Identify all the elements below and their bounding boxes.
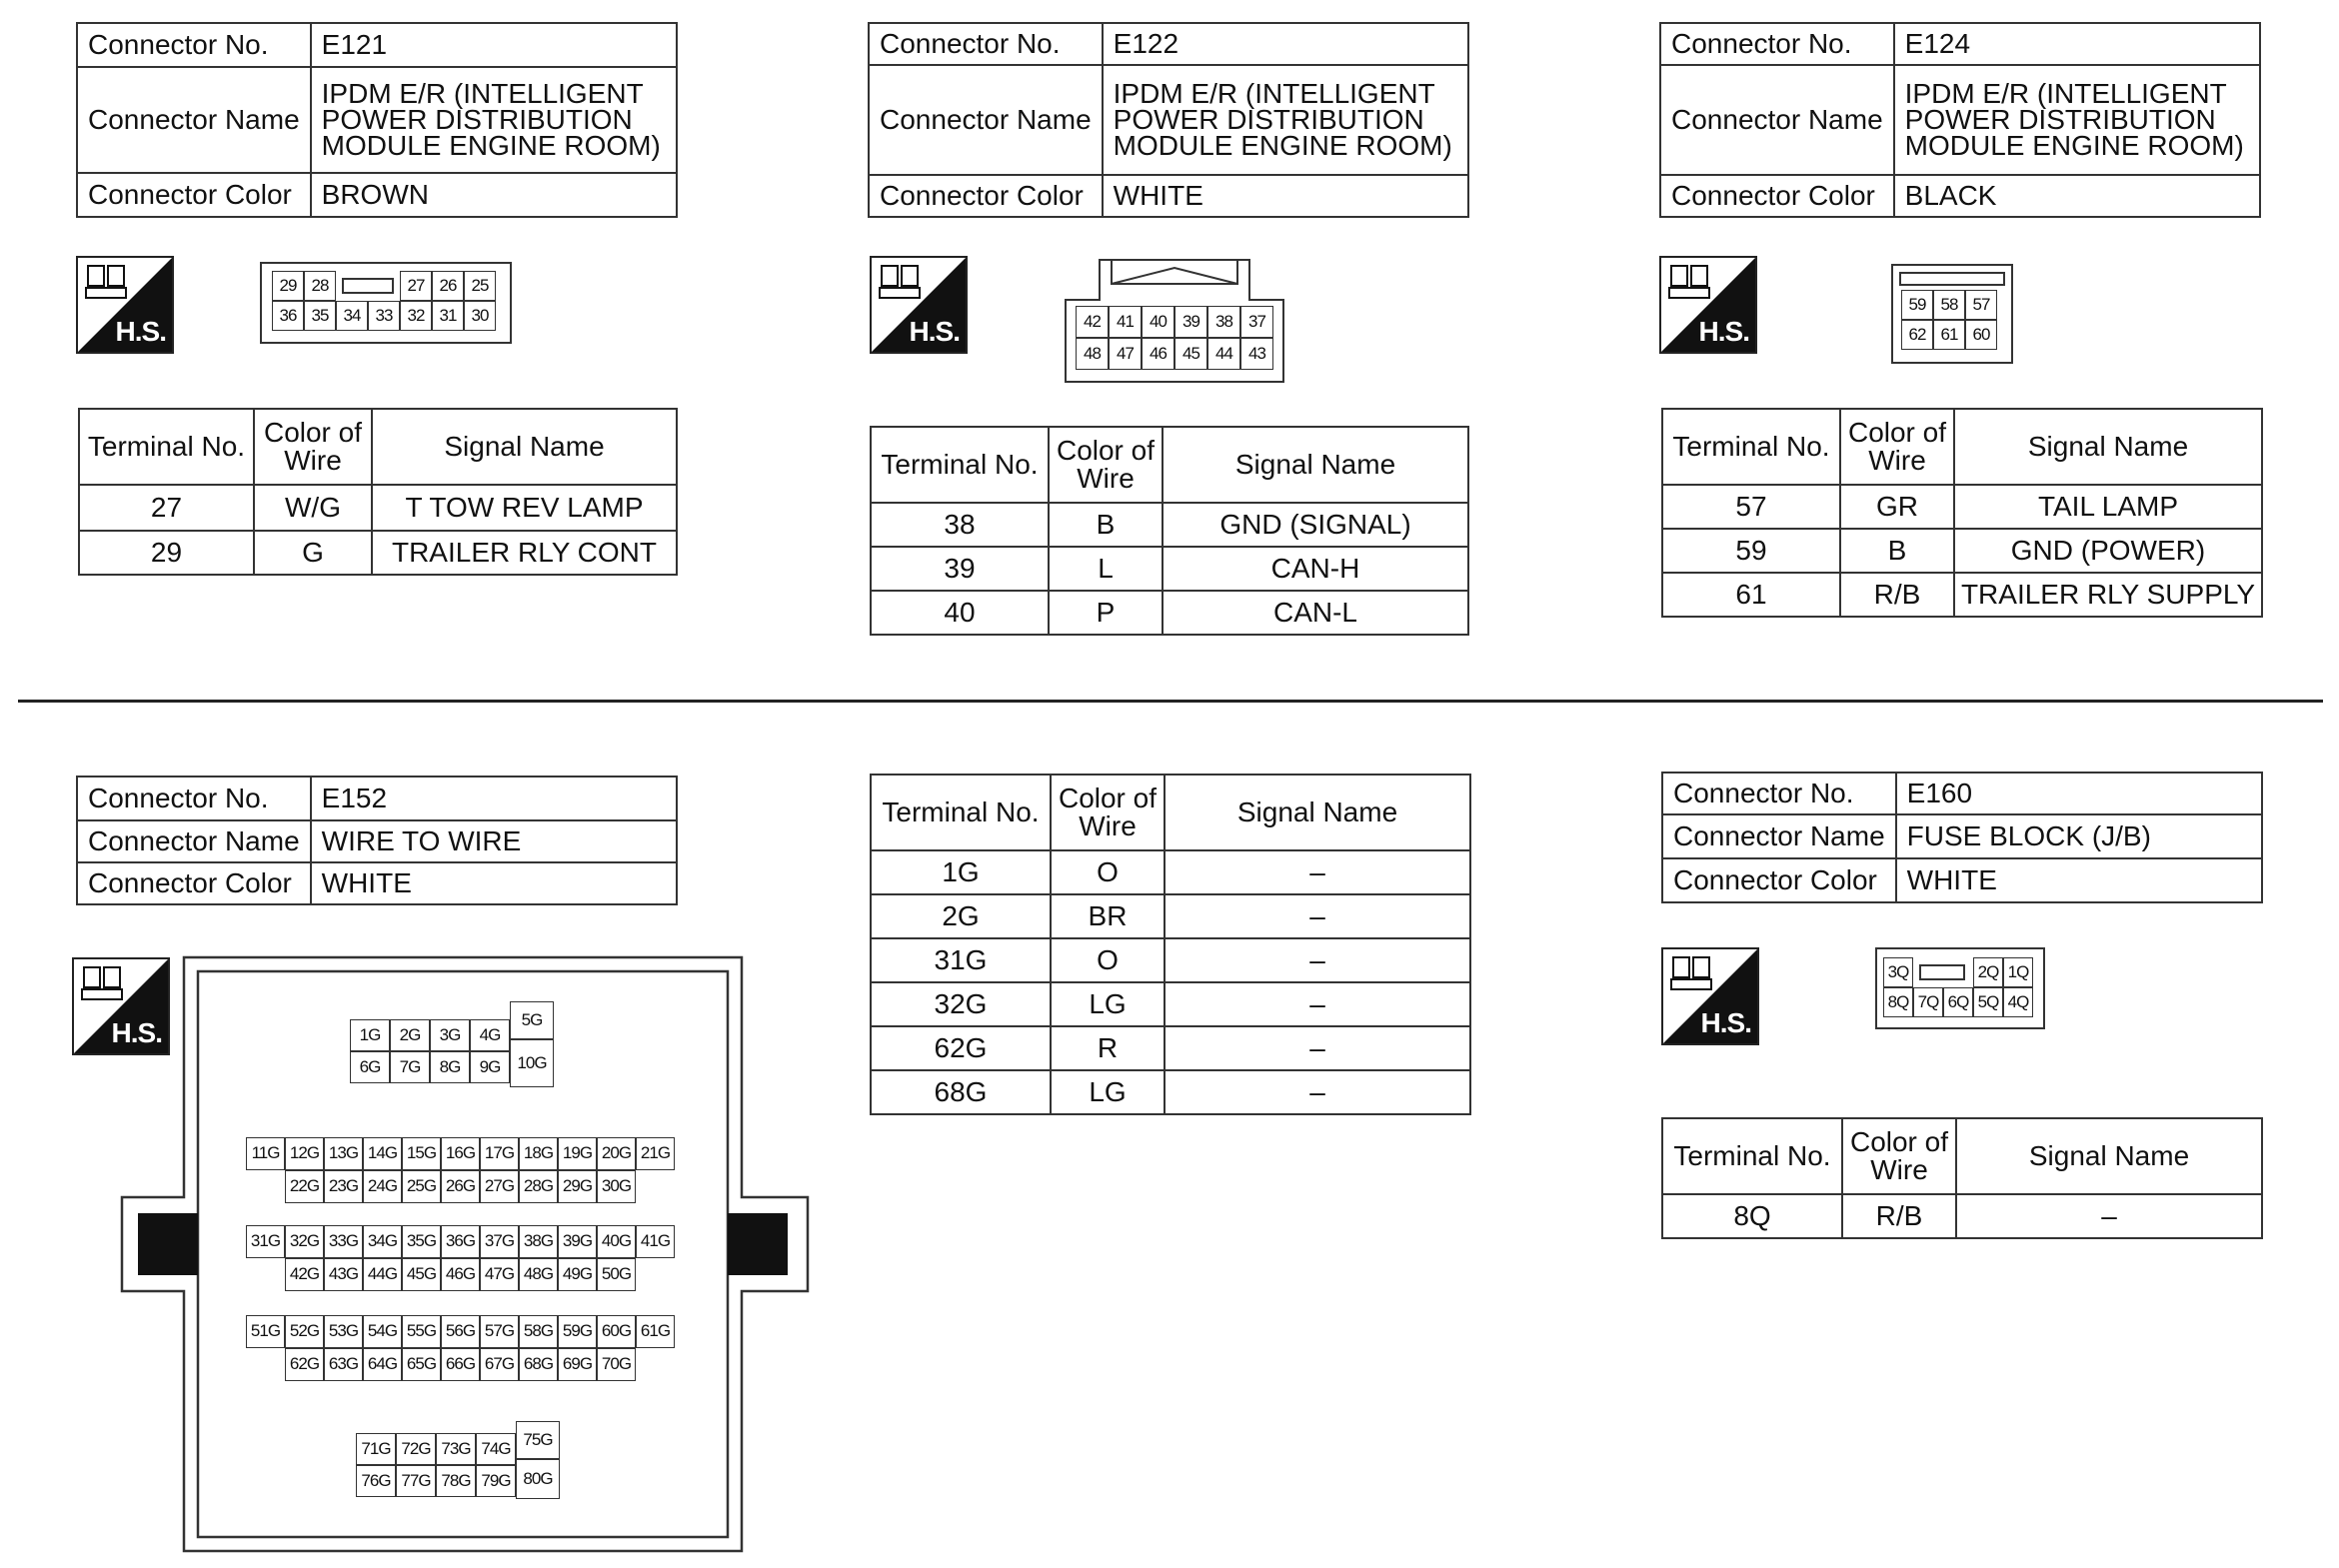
connector-pin: 66G [441, 1348, 480, 1381]
table-row [871, 591, 1468, 635]
connector-pin: 1Q [2003, 957, 2033, 987]
connector-pin: 80G [516, 1459, 560, 1499]
connector-pin: 5Q [1973, 987, 2003, 1017]
connector-color-label: Connector Color [77, 862, 311, 904]
color-of-wire-header-line2: Wire [1868, 445, 1926, 476]
wire-color-cell: LG [1051, 982, 1165, 1026]
connector-name-value: IPDM E/R (INTELLIGENT POWER DISTRIBUTION MODULE ENGINE ROOM) [1103, 65, 1468, 175]
terminal-no-cell: 2G [871, 894, 1051, 938]
connector-pin: 21G [636, 1137, 675, 1170]
color-of-wire-header-line2: Wire [1079, 810, 1137, 841]
hs-label: H.S. [909, 316, 960, 347]
connector-pin: 61 [1933, 320, 1965, 350]
terminal-no-header: Terminal No. [871, 775, 1051, 850]
connector-no-label: Connector No. [77, 777, 311, 820]
connector-pin: 67G [480, 1348, 519, 1381]
connector-pin: 71G [356, 1433, 396, 1465]
signal-name-header: Signal Name [1954, 409, 2262, 485]
connector-color-value: BLACK [1894, 175, 2260, 217]
connector-no-label: Connector No. [1662, 773, 1896, 814]
table-row [871, 938, 1470, 982]
connector-pin: 33 [368, 301, 400, 331]
connector-pin: 64G [363, 1348, 402, 1381]
connector-pin: 45G [402, 1258, 441, 1291]
connector-pin: 14G [363, 1137, 402, 1170]
wire-color-cell: R/B [1842, 1194, 1956, 1238]
connector-pin: 38 [1207, 306, 1240, 338]
connector-pin: 26G [441, 1170, 480, 1203]
signal-name-cell: – [1956, 1194, 2262, 1238]
signal-name-cell: GND (POWER) [1954, 529, 2262, 573]
connector-pin: 40G [597, 1225, 636, 1258]
table-row [871, 1070, 1470, 1114]
terminal-no-cell: 39 [871, 547, 1049, 591]
wire-color-cell: L [1049, 547, 1163, 591]
connector-pin: 73G [436, 1433, 476, 1465]
terminal-no-cell: 61 [1662, 573, 1840, 617]
connector-pin: 44 [1207, 338, 1240, 370]
connector-pin: 7G [390, 1051, 430, 1083]
e121-terminal-table [78, 408, 678, 576]
connector-name-label: Connector Name [869, 65, 1103, 175]
color-of-wire-header [1840, 409, 1954, 485]
connector-pin: 30 [464, 301, 496, 331]
connector-pin: 28G [519, 1170, 558, 1203]
signal-name-cell: T TOW REV LAMP [372, 485, 677, 531]
table-row [1662, 529, 2262, 573]
terminal-no-cell: 1G [871, 850, 1051, 894]
connector-pin: 33G [324, 1225, 363, 1258]
connector-pin: 57G [480, 1315, 519, 1348]
wire-color-cell: G [254, 531, 372, 575]
terminal-no-header: Terminal No. [1662, 1118, 1842, 1194]
color-of-wire-header-line2: Wire [1870, 1154, 1928, 1185]
signal-name-cell: CAN-L [1163, 591, 1468, 635]
connector-pin: 42 [1076, 306, 1109, 338]
connector-pin: 43G [324, 1258, 363, 1291]
table-row [1662, 485, 2262, 529]
connector-pin: 25 [464, 271, 496, 301]
signal-name-cell: GND (SIGNAL) [1163, 503, 1468, 547]
e124-info-table [1659, 22, 2261, 218]
connector-pin: 20G [597, 1137, 636, 1170]
connector-pin: 11G [246, 1137, 285, 1170]
connector-pin: 48G [519, 1258, 558, 1291]
table-row [871, 850, 1470, 894]
connector-color-value: WHITE [1103, 175, 1468, 217]
connector-pin: 75G [516, 1421, 560, 1459]
table-row [871, 982, 1470, 1026]
terminal-no-cell: 31G [871, 938, 1051, 982]
signal-name-cell: – [1165, 894, 1470, 938]
connector-pin: 19G [558, 1137, 597, 1170]
connector-pin: 53G [324, 1315, 363, 1348]
connector-pin: 6G [350, 1051, 390, 1083]
connector-pin: 8G [430, 1051, 470, 1083]
connector-pin: 4G [470, 1019, 510, 1051]
connector-pin: 2G [390, 1019, 430, 1051]
connector-pin: 60 [1965, 320, 1997, 350]
signal-name-cell: – [1165, 1070, 1470, 1114]
signal-name-header: Signal Name [372, 409, 677, 485]
connector-pin: 3Q [1883, 957, 1913, 987]
connector-pin: 28 [304, 271, 336, 301]
connector-pin: 58G [519, 1315, 558, 1348]
connector-pin: 38G [519, 1225, 558, 1258]
harness-side-icon [1659, 256, 1757, 354]
connector-name-label: Connector Name [1660, 65, 1894, 175]
wire-color-cell: W/G [254, 485, 372, 531]
connector-pin: 44G [363, 1258, 402, 1291]
connector-pin: 52G [285, 1315, 324, 1348]
table-row [871, 547, 1468, 591]
connector-no-value: E122 [1103, 23, 1468, 65]
connector-pin: 34 [336, 301, 368, 331]
connector-color-label: Connector Color [77, 173, 311, 217]
connector-pin: 43 [1240, 338, 1273, 370]
connector-pin: 37G [480, 1225, 519, 1258]
connector-pin: 45 [1174, 338, 1207, 370]
connector-pin: 65G [402, 1348, 441, 1381]
color-of-wire-header-line1: Color of [263, 417, 363, 448]
connector-pin: 62 [1901, 320, 1933, 350]
connector-pin: 36 [272, 301, 304, 331]
signal-name-cell: TRAILER RLY SUPPLY [1954, 573, 2262, 617]
terminal-no-cell: 8Q [1662, 1194, 1842, 1238]
connector-pin: 79G [476, 1465, 516, 1497]
signal-name-cell: – [1165, 982, 1470, 1026]
connector-pin: 32G [285, 1225, 324, 1258]
connector-pin: 56G [441, 1315, 480, 1348]
signal-name-cell: – [1165, 938, 1470, 982]
signal-name-cell: – [1165, 1026, 1470, 1070]
connector-pin: 22G [285, 1170, 324, 1203]
table-row [1662, 1194, 2262, 1238]
connector-no-label: Connector No. [1660, 23, 1894, 65]
connector-pin: 63G [324, 1348, 363, 1381]
connector-name-value: FUSE BLOCK (J/B) [1896, 814, 2262, 858]
e122-info-table [868, 22, 1469, 218]
wire-color-cell: O [1051, 938, 1165, 982]
color-of-wire-header-line1: Color of [1847, 417, 1947, 448]
connector-pin: 9G [470, 1051, 510, 1083]
signal-name-cell: TAIL LAMP [1954, 485, 2262, 529]
connector-pin: 36G [441, 1225, 480, 1258]
e160-info-table [1661, 772, 2263, 903]
table-row [79, 531, 677, 575]
harness-side-icon [870, 256, 968, 354]
connector-pin: 47G [480, 1258, 519, 1291]
connector-pin: 61G [636, 1315, 675, 1348]
signal-name-header: Signal Name [1163, 427, 1468, 503]
connector-no-label: Connector No. [77, 23, 311, 67]
connector-pin: 69G [558, 1348, 597, 1381]
wire-color-cell: LG [1051, 1070, 1165, 1114]
connector-pin: 5G [510, 1001, 554, 1039]
connector-pin: 13G [324, 1137, 363, 1170]
wire-color-cell: BR [1051, 894, 1165, 938]
terminal-no-header: Terminal No. [871, 427, 1049, 503]
connector-color-value: BROWN [311, 173, 677, 217]
connector-pin: 60G [597, 1315, 636, 1348]
connector-pin: 39G [558, 1225, 597, 1258]
connector-name-value: IPDM E/R (INTELLIGENT POWER DISTRIBUTION MODULE ENGINE ROOM) [1894, 65, 2260, 175]
e124-terminal-table [1661, 408, 2263, 618]
connector-pin: 59G [558, 1315, 597, 1348]
wire-color-cell: R/B [1840, 573, 1954, 617]
connector-pin: 34G [363, 1225, 402, 1258]
e152-terminal-table [870, 774, 1471, 1115]
connector-pin: 70G [597, 1348, 636, 1381]
terminal-no-cell: 27 [79, 485, 254, 531]
connector-pin: 37 [1240, 306, 1273, 338]
signal-name-cell: CAN-H [1163, 547, 1468, 591]
connector-pin: 7Q [1913, 987, 1943, 1017]
connector-pin: 10G [510, 1039, 554, 1087]
connector-pin: 2Q [1973, 957, 2003, 987]
connector-pin: 24G [363, 1170, 402, 1203]
terminal-no-header: Terminal No. [79, 409, 254, 485]
connector-name-label: Connector Name [1662, 814, 1896, 858]
connector-pin: 8Q [1883, 987, 1913, 1017]
connector-pin: 1G [350, 1019, 390, 1051]
color-of-wire-header-line2: Wire [284, 445, 342, 476]
connector-pin: 23G [324, 1170, 363, 1203]
connector-pin: 29 [272, 271, 304, 301]
connector-no-value: E152 [311, 777, 677, 820]
connector-name-value: IPDM E/R (INTELLIGENT POWER DISTRIBUTION MODULE ENGINE ROOM) [311, 67, 677, 173]
terminal-no-cell: 68G [871, 1070, 1051, 1114]
connector-pin: 30G [597, 1170, 636, 1203]
connector-pin: 58 [1933, 290, 1965, 320]
connector-pin: 72G [396, 1433, 436, 1465]
color-of-wire-header-line1: Color of [1058, 783, 1158, 813]
wire-color-cell: B [1840, 529, 1954, 573]
connector-pin: 4Q [2003, 987, 2033, 1017]
connector-pin: 6Q [1943, 987, 1973, 1017]
connector-pin: 50G [597, 1258, 636, 1291]
connector-pin: 57 [1965, 290, 1997, 320]
wire-color-cell: B [1049, 503, 1163, 547]
connector-pin: 15G [402, 1137, 441, 1170]
connector-pin: 68G [519, 1348, 558, 1381]
signal-name-cell: TRAILER RLY CONT [372, 531, 677, 575]
terminal-no-cell: 59 [1662, 529, 1840, 573]
connector-pin: 47 [1109, 338, 1142, 370]
terminal-no-cell: 38 [871, 503, 1049, 547]
terminal-no-cell: 57 [1662, 485, 1840, 529]
wire-color-cell: O [1051, 850, 1165, 894]
e152-info-table [76, 776, 678, 905]
terminal-no-header: Terminal No. [1662, 409, 1840, 485]
connector-no-label: Connector No. [869, 23, 1103, 65]
connector-pin: 51G [246, 1315, 285, 1348]
harness-side-icon [76, 256, 174, 354]
table-row [1662, 573, 2262, 617]
connector-pin: 54G [363, 1315, 402, 1348]
terminal-no-cell: 32G [871, 982, 1051, 1026]
terminal-no-cell: 40 [871, 591, 1049, 635]
connector-pin: 74G [476, 1433, 516, 1465]
wire-color-cell: P [1049, 591, 1163, 635]
connector-pin: 78G [436, 1465, 476, 1497]
harness-side-icon [1661, 947, 1759, 1045]
connector-blank-slot [1919, 964, 1965, 980]
connector-pin: 41 [1109, 306, 1142, 338]
connector-pin: 41G [636, 1225, 675, 1258]
signal-name-cell: – [1165, 850, 1470, 894]
connector-pin: 25G [402, 1170, 441, 1203]
connector-pin: 31G [246, 1225, 285, 1258]
e121-info-table [76, 22, 678, 218]
connector-pin: 42G [285, 1258, 324, 1291]
hs-label: H.S. [111, 1017, 162, 1048]
wire-color-cell: R [1051, 1026, 1165, 1070]
table-row [871, 894, 1470, 938]
terminal-no-cell: 62G [871, 1026, 1051, 1070]
connector-pin: 27 [400, 271, 432, 301]
color-of-wire-header-line2: Wire [1077, 463, 1135, 494]
connector-pin: 46 [1142, 338, 1174, 370]
signal-name-header: Signal Name [1165, 775, 1470, 850]
connector-name-label: Connector Name [77, 67, 311, 173]
connector-pin: 62G [285, 1348, 324, 1381]
color-of-wire-header [254, 409, 372, 485]
connector-pin: 32 [400, 301, 432, 331]
connector-no-value: E121 [311, 23, 677, 67]
connector-pin: 48 [1076, 338, 1109, 370]
connector-pin: 39 [1174, 306, 1207, 338]
connector-pin: 59 [1901, 290, 1933, 320]
connector-pin: 26 [432, 271, 464, 301]
connector-pin: 40 [1142, 306, 1174, 338]
e160-terminal-table [1661, 1117, 2263, 1239]
connector-color-label: Connector Color [1660, 175, 1894, 217]
hs-label: H.S. [1698, 316, 1749, 347]
e124-connector-tab [1899, 272, 2005, 286]
connector-pin: 29G [558, 1170, 597, 1203]
connector-pin: 12G [285, 1137, 324, 1170]
connector-pin: 16G [441, 1137, 480, 1170]
table-row [79, 485, 677, 531]
signal-name-header: Signal Name [1956, 1118, 2262, 1194]
connector-name-label: Connector Name [77, 820, 311, 862]
connector-pin: 27G [480, 1170, 519, 1203]
color-of-wire-header-line1: Color of [1056, 435, 1156, 466]
connector-pin: 55G [402, 1315, 441, 1348]
connector-name-value: WIRE TO WIRE [311, 820, 677, 862]
wire-color-cell: GR [1840, 485, 1954, 529]
terminal-no-cell: 29 [79, 531, 254, 575]
table-row [871, 503, 1468, 547]
color-of-wire-header [1049, 427, 1163, 503]
connector-color-label: Connector Color [869, 175, 1103, 217]
connector-no-value: E124 [1894, 23, 2260, 65]
connector-pin: 35 [304, 301, 336, 331]
connector-pin: 35G [402, 1225, 441, 1258]
e122-terminal-table [870, 426, 1469, 636]
connector-pin: 3G [430, 1019, 470, 1051]
connector-pin: 77G [396, 1465, 436, 1497]
color-of-wire-header [1842, 1118, 1956, 1194]
connector-color-label: Connector Color [1662, 858, 1896, 902]
connector-pin: 76G [356, 1465, 396, 1497]
section-divider [18, 700, 2323, 703]
connector-pin: 46G [441, 1258, 480, 1291]
connector-pin: 17G [480, 1137, 519, 1170]
color-of-wire-header [1051, 775, 1165, 850]
table-row [871, 1026, 1470, 1070]
connector-pin: 49G [558, 1258, 597, 1291]
hs-label: H.S. [115, 316, 166, 347]
color-of-wire-header-line1: Color of [1849, 1126, 1949, 1157]
connector-blank-slot [342, 278, 394, 294]
connector-pin: 18G [519, 1137, 558, 1170]
connector-color-value: WHITE [1896, 858, 2262, 902]
connector-no-value: E160 [1896, 773, 2262, 814]
connector-pin: 31 [432, 301, 464, 331]
connector-color-value: WHITE [311, 862, 677, 904]
hs-label: H.S. [1700, 1007, 1751, 1038]
